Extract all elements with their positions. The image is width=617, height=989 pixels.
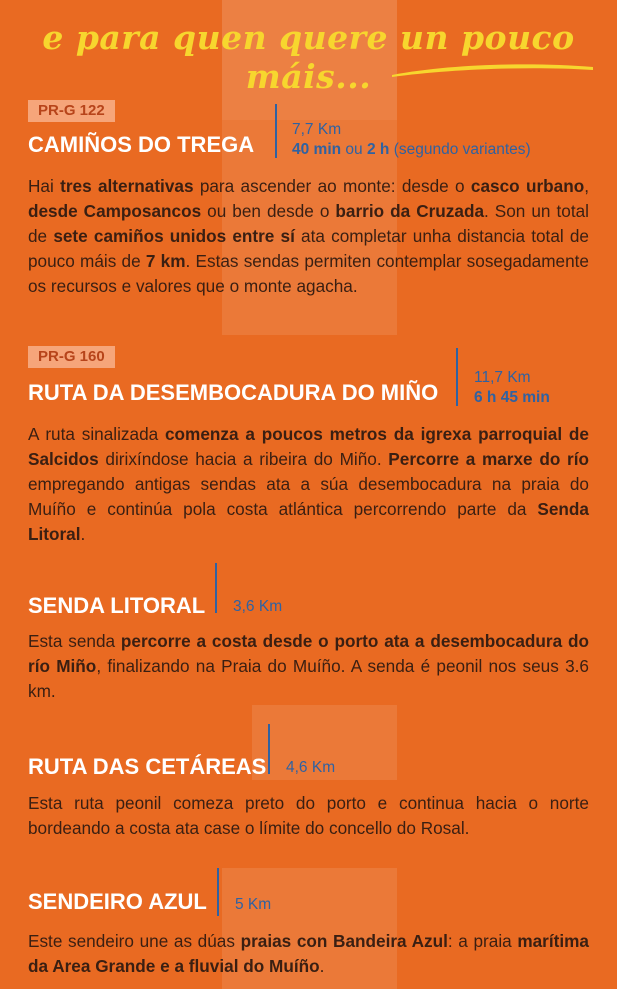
body-text: : a praia <box>447 931 518 951</box>
underline-swash-icon <box>390 62 595 78</box>
highlight-text: Percorre a marxe do río <box>388 449 589 469</box>
divider <box>215 563 217 613</box>
body-text: Esta senda <box>28 631 121 651</box>
route-title: SENDEIRO AZUL <box>28 889 207 914</box>
body-text: Este sendeiro une as dúas <box>28 931 241 951</box>
route-title: SENDA LITORAL <box>28 593 206 618</box>
highlight-text: comenza a poucos metros da igrexa parroquial de Salcidos <box>28 424 589 469</box>
body-text: . <box>80 524 86 544</box>
body-text: ou ben desde o <box>201 201 336 221</box>
route-distance: 4,6 Km <box>286 759 336 776</box>
route-title: RUTA DAS CETÁREAS <box>28 754 267 779</box>
divider <box>275 104 277 158</box>
highlight-text: percorre a costa desde o porto ata a desembocadura do río Miño <box>28 631 589 676</box>
route-time <box>474 388 550 407</box>
body-text: . <box>319 956 325 976</box>
body-text: empregando antigas sendas ata a súa desembocadura na praia do Muíño e continúa pola costa atlántica percorrendo parte da <box>28 474 589 519</box>
highlight-text: desde Camposancos <box>28 201 202 221</box>
highlight-text: praias con Bandeira Azul <box>240 931 448 951</box>
body-text: Esta ruta peonil comeza preto do porto e continua hacia o norte bordeando a costa ata case o límite do concello do Rosal. <box>28 793 589 838</box>
route-description <box>28 629 589 704</box>
route-distance: 5 Km <box>235 896 272 913</box>
route-distance: 7,7 Km <box>292 121 342 138</box>
route-title: CAMIÑOS DO TREGA <box>28 132 255 157</box>
route-description <box>28 422 589 547</box>
divider <box>217 868 219 916</box>
route-description <box>28 791 589 841</box>
route-time-secondary: 2 h <box>366 141 390 158</box>
route-code-badge: PR-G 160 <box>28 346 115 368</box>
route-time-note: (segundo variantes) <box>393 141 531 158</box>
highlight-text: marítima da Area Grande e a fluvial do Muíño <box>28 931 589 976</box>
route-distance: 3,6 Km <box>233 598 283 615</box>
body-text: dirixíndose hacia a ribeira do Miño. <box>98 449 389 469</box>
highlight-text: 7 km <box>145 251 186 271</box>
route-code-badge: PR-G 122 <box>28 100 115 122</box>
page-title: e para quen quere un pouco máis... <box>42 18 575 96</box>
body-text: ata completar unha distancia total de pouco máis de <box>28 226 589 271</box>
highlight-text: barrio da Cruzada <box>335 201 484 221</box>
divider <box>456 348 458 406</box>
highlight-text: tres alternativas <box>60 176 194 196</box>
route-time-primary: 6 h 45 min <box>474 389 550 406</box>
route-time-primary: 40 min <box>292 141 342 158</box>
body-text: , finalizando na Praia do Muíño. A senda é peonil nos seus 3.6 km. <box>28 656 589 701</box>
body-text: . Son un total de <box>28 201 589 246</box>
highlight-text: casco urbano <box>470 176 585 196</box>
body-text: A ruta sinalizada <box>28 424 165 444</box>
body-text: , <box>584 176 589 196</box>
route-time-or: ou <box>345 141 363 158</box>
route-description <box>28 929 589 979</box>
divider <box>268 724 270 774</box>
route-distance: 11,7 Km <box>474 369 531 386</box>
body-text: Hai <box>28 176 61 196</box>
body-text: para ascender ao monte: desde o <box>193 176 471 196</box>
highlight-text: Senda Litoral <box>28 499 589 544</box>
route-description <box>28 174 589 299</box>
body-text: . Estas sendas permiten contemplar sosegadamente os recursos e valores que o monte agacha. <box>28 251 589 296</box>
route-title: RUTA DA DESEMBOCADURA DO MIÑO <box>28 380 439 405</box>
highlight-text: sete camiños unidos entre sí <box>53 226 295 246</box>
route-time <box>292 140 531 159</box>
